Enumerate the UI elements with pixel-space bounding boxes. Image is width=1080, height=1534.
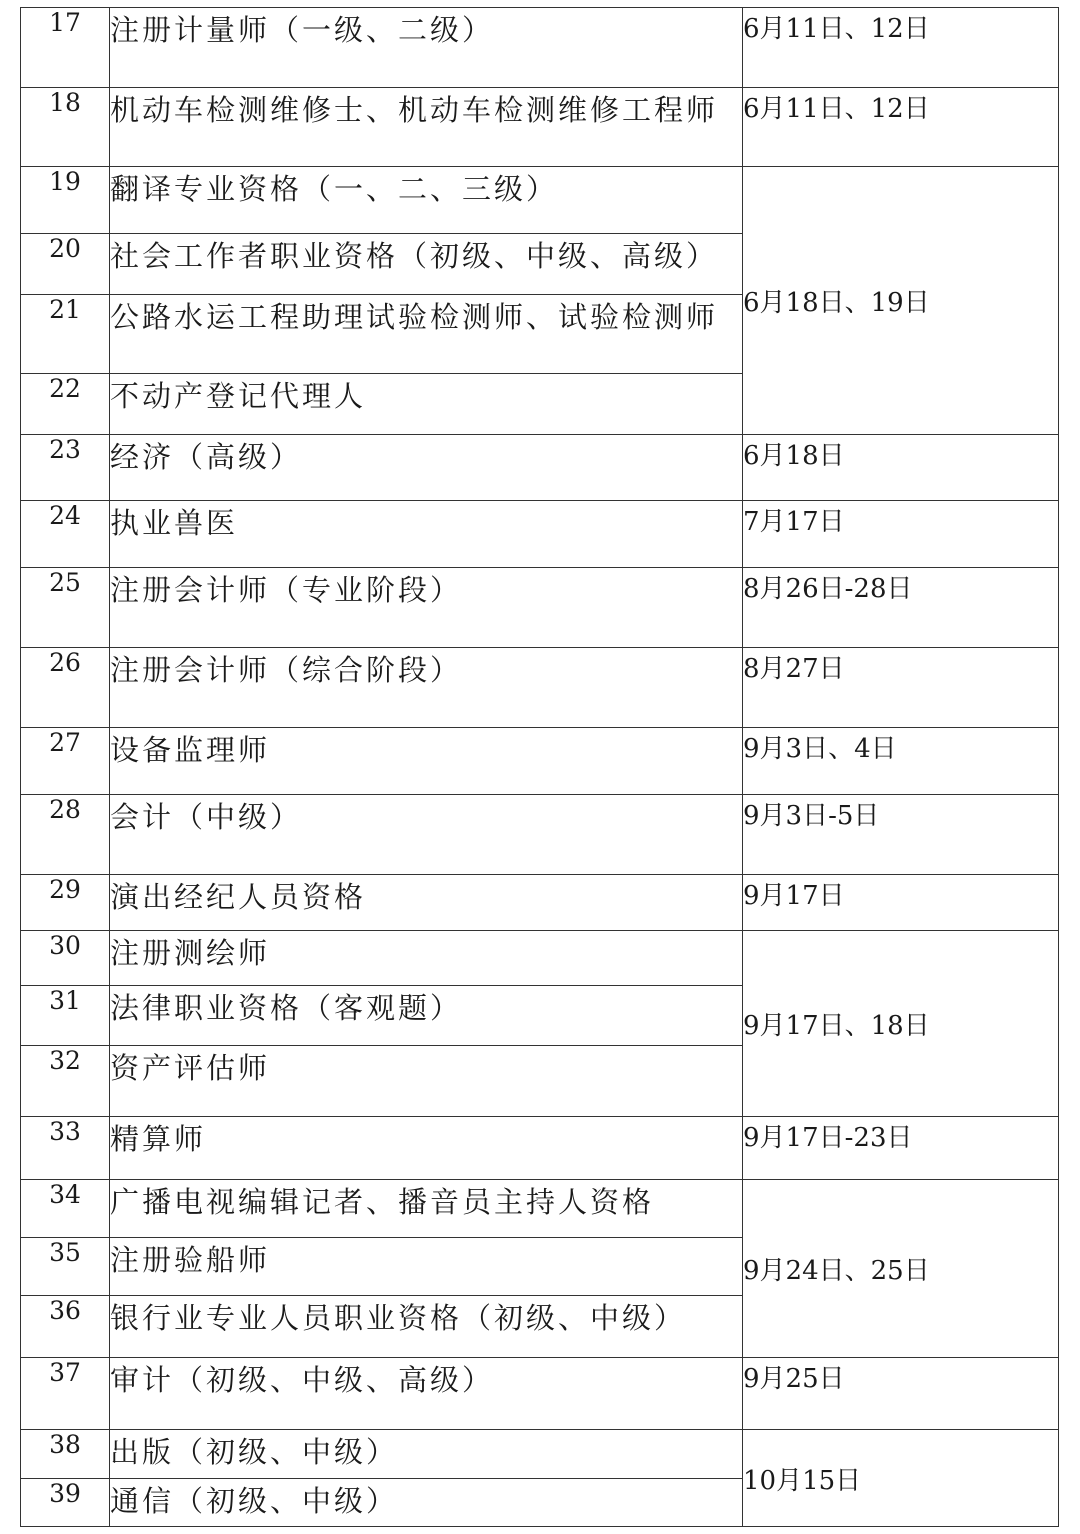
exam-name: 审计（初级、中级、高级） <box>110 1358 743 1430</box>
exam-name: 会计（中级） <box>110 795 743 875</box>
row-number: 23 <box>21 435 110 501</box>
table-row <box>21 1117 1059 1180</box>
table-row <box>21 1358 1059 1430</box>
table-row <box>21 88 1059 167</box>
table-row <box>21 435 1059 501</box>
table-row <box>21 931 1059 986</box>
exam-name: 演出经纪人员资格 <box>110 875 743 931</box>
row-number: 39 <box>21 1479 110 1527</box>
table-row <box>21 875 1059 931</box>
exam-name: 翻译专业资格（一、二、三级） <box>110 167 743 234</box>
row-number: 21 <box>21 295 110 374</box>
row-number: 30 <box>21 931 110 986</box>
row-number: 22 <box>21 374 110 435</box>
row-number: 38 <box>21 1430 110 1479</box>
exam-date: 9月3日、4日 <box>743 728 1059 795</box>
exam-date: 9月3日-5日 <box>743 795 1059 875</box>
exam-name: 执业兽医 <box>110 501 743 568</box>
exam-name: 通信（初级、中级） <box>110 1479 743 1527</box>
exam-date: 8月27日 <box>743 648 1059 728</box>
table-row <box>21 1180 1059 1238</box>
row-number: 24 <box>21 501 110 568</box>
exam-name: 注册会计师（综合阶段） <box>110 648 743 728</box>
exam-name: 注册验船师 <box>110 1238 743 1296</box>
exam-date: 7月17日 <box>743 501 1059 568</box>
row-number: 28 <box>21 795 110 875</box>
exam-name: 注册计量师（一级、二级） <box>110 8 743 88</box>
exam-name: 经济（高级） <box>110 435 743 501</box>
exam-date: 6月11日、12日 <box>743 88 1059 167</box>
exam-date: 6月11日、12日 <box>743 8 1059 88</box>
table-row <box>21 648 1059 728</box>
exam-name: 广播电视编辑记者、播音员主持人资格 <box>110 1180 743 1238</box>
exam-date: 9月17日 <box>743 875 1059 931</box>
row-number: 27 <box>21 728 110 795</box>
exam-name: 法律职业资格（客观题） <box>110 986 743 1046</box>
row-number: 20 <box>21 234 110 295</box>
row-number: 31 <box>21 986 110 1046</box>
exam-date: 10月15日 <box>743 1430 1059 1527</box>
table-row <box>21 795 1059 875</box>
exam-name: 银行业专业人员职业资格（初级、中级） <box>110 1296 743 1358</box>
exam-name: 精算师 <box>110 1117 743 1180</box>
row-number: 37 <box>21 1358 110 1430</box>
exam-date: 6月18日、19日 <box>743 167 1059 435</box>
table-row <box>21 501 1059 568</box>
exam-date: 9月24日、25日 <box>743 1180 1059 1358</box>
table-row <box>21 568 1059 648</box>
exam-name: 注册会计师（专业阶段） <box>110 568 743 648</box>
exam-date: 9月25日 <box>743 1358 1059 1430</box>
exam-date: 6月18日 <box>743 435 1059 501</box>
table-row <box>21 167 1059 234</box>
exam-name: 资产评估师 <box>110 1046 743 1117</box>
table-row <box>21 8 1059 88</box>
row-number: 33 <box>21 1117 110 1180</box>
row-number: 36 <box>21 1296 110 1358</box>
row-number: 35 <box>21 1238 110 1296</box>
exam-date: 9月17日、18日 <box>743 931 1059 1117</box>
exam-name: 不动产登记代理人 <box>110 374 743 435</box>
exam-name: 出版（初级、中级） <box>110 1430 743 1479</box>
row-number: 18 <box>21 88 110 167</box>
row-number: 32 <box>21 1046 110 1117</box>
table-row <box>21 728 1059 795</box>
row-number: 19 <box>21 167 110 234</box>
exam-name: 设备监理师 <box>110 728 743 795</box>
exam-name: 机动车检测维修士、机动车检测维修工程师 <box>110 88 743 167</box>
exam-name: 注册测绘师 <box>110 931 743 986</box>
row-number: 29 <box>21 875 110 931</box>
exam-schedule-table <box>20 7 1059 1527</box>
exam-name: 公路水运工程助理试验检测师、试验检测师 <box>110 295 743 374</box>
row-number: 17 <box>21 8 110 88</box>
exam-name: 社会工作者职业资格（初级、中级、高级） <box>110 234 743 295</box>
exam-date: 9月17日-23日 <box>743 1117 1059 1180</box>
table-row <box>21 1430 1059 1479</box>
exam-date: 8月26日-28日 <box>743 568 1059 648</box>
row-number: 34 <box>21 1180 110 1238</box>
row-number: 25 <box>21 568 110 648</box>
row-number: 26 <box>21 648 110 728</box>
